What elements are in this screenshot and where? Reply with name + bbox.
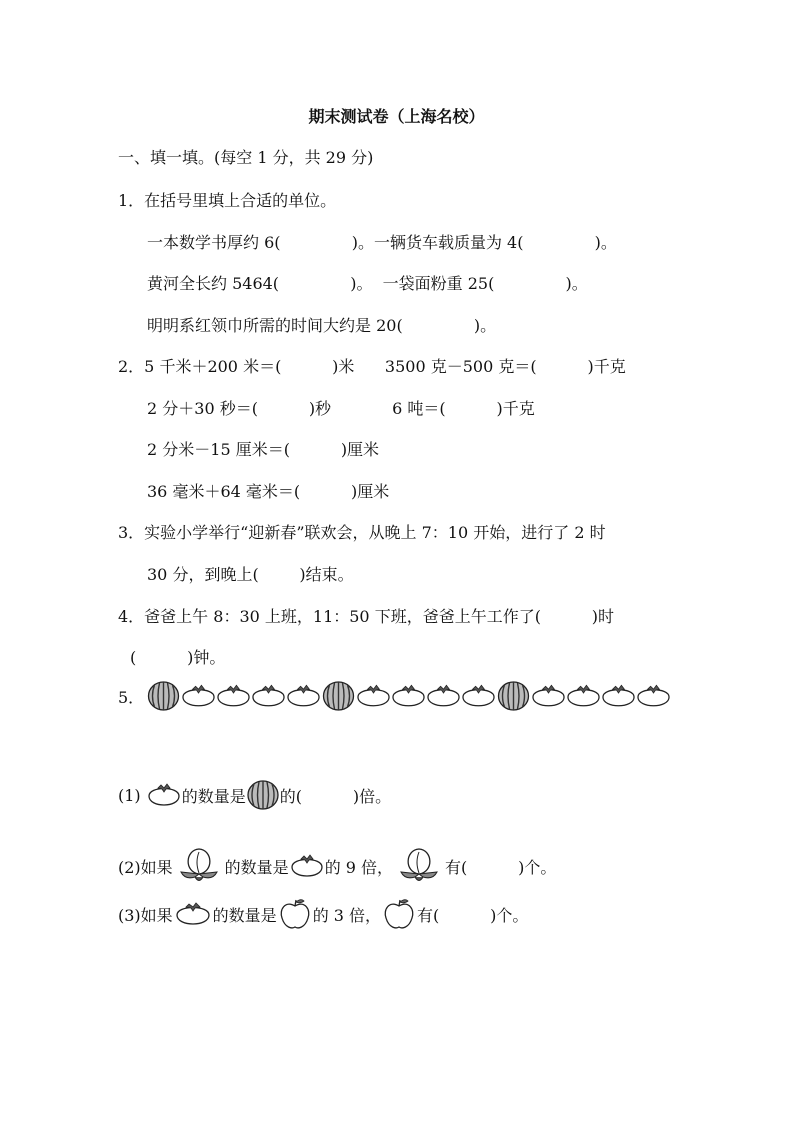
tomato-icon: [601, 680, 636, 712]
part-1-text-b: 的( )倍。: [279, 786, 392, 806]
question-3-line-2: 30 分，到晚上( )结束。: [147, 565, 354, 584]
tomato-icon: [356, 680, 391, 712]
page-title: 期末测试卷（上海名校）: [308, 107, 485, 126]
part-1-text-a: 的数量是: [181, 786, 246, 806]
part-2-text-b: 的 9 倍，: [324, 857, 394, 877]
tomato-icon: [636, 680, 671, 712]
watermelon-icon: [146, 680, 181, 712]
question-3-line-1: 3．实验小学举行“迎新春”联欢会，从晚上 7：10 开始，进行了 2 时: [118, 523, 606, 542]
tomato-icon: [181, 680, 216, 712]
tomato-icon: [461, 680, 496, 712]
part-2-label: (2)如果: [118, 857, 173, 877]
part-2-text-a: 的数量是: [224, 857, 289, 877]
tomato-icon: [173, 859, 213, 969]
apple-icon: [381, 858, 417, 970]
tomato-icon: [251, 680, 286, 712]
part-3-label: (3)如果: [118, 905, 173, 925]
tomato-icon: [286, 680, 321, 712]
question-1-stem: 1．在括号里填上合适的单位。: [118, 191, 337, 210]
section-heading: 一、填一填。(每空 1 分，共 29 分): [118, 148, 374, 167]
question-1-line-1: 一本数学书厚约 6( )。一辆货车载质量为 4( )。: [147, 233, 617, 252]
part-2-text-c: 有( )个。: [445, 857, 557, 877]
part-1-label: (1): [118, 785, 146, 805]
part-3-text-a: 的数量是: [212, 905, 277, 925]
question-5-number: 5．: [118, 687, 145, 707]
fruit-sequence: [146, 680, 671, 712]
tomato-icon: [216, 680, 251, 712]
question-2-line-4: 36 毫米＋64 毫米＝( )厘米: [147, 482, 390, 501]
question-5-part-3: [118, 858, 528, 970]
tomato-icon: [391, 680, 426, 712]
apple-icon: [277, 858, 313, 970]
part-3-text-c: 有( )个。: [417, 905, 529, 925]
question-2-line-2: 2 分＋30 秒＝( )秒 6 吨＝( )千克: [147, 399, 535, 418]
question-2-line-1: 2．5 千米＋200 米＝( )米 3500 克－500 克＝( )千克: [118, 357, 626, 376]
question-5-fruit-row: [118, 680, 671, 712]
question-1-line-2: 黄河全长约 5464( )。 一袋面粉重 25( )。: [147, 274, 588, 293]
question-4-line-2: ( )钟。: [130, 648, 226, 667]
watermelon-icon: [321, 680, 356, 712]
tomato-icon: [566, 680, 601, 712]
question-4-line-1: 4．爸爸上午 8：30 上班，11：50 下班，爸爸上午工作了( )时: [118, 607, 615, 626]
tomato-icon: [426, 680, 461, 712]
question-1-line-3: 明明系红领巾所需的时间大约是 20( )。: [147, 316, 497, 335]
question-2-line-3: 2 分米－15 厘米＝( )厘米: [147, 440, 380, 459]
watermelon-icon: [496, 680, 531, 712]
tomato-icon: [531, 680, 566, 712]
part-3-text-b: 的 3 倍，: [312, 905, 382, 925]
